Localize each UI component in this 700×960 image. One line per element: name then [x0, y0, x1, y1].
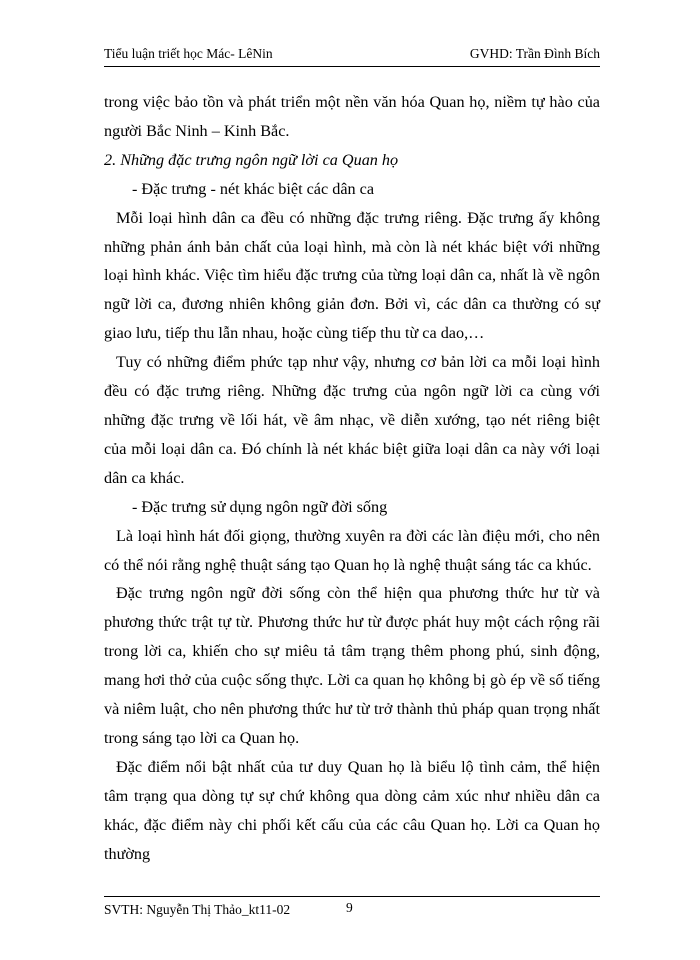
footer-divider: [104, 896, 600, 897]
header-divider: [104, 66, 600, 67]
sub-heading-difference: - Đặc trưng - nét khác biệt các dân ca: [132, 179, 375, 198]
paragraph: Đặc điểm nổi bật nhất của tư duy Quan họ là biểu lộ tình cảm, thể hiện tâm trạng qua dòng tự sự chứ không qua dòng cảm xúc như nhiều dân ca khác, đặc điểm này chi phối kết cấu của các câu Quan họ. Lời ca Quan họ thường: [104, 757, 600, 863]
page-body: [104, 88, 600, 868]
paragraph: Là loại hình hát đối giọng, thường xuyên ra đời các làn điệu mới, cho nên có thể nói rằng nghệ thuật sáng tạo Quan họ là nghệ thuật sáng tác ca khúc.: [104, 526, 600, 574]
paragraph: Mỗi loại hình dân ca đều có những đặc trưng riêng. Đặc trưng ấy không những phản ánh bản chất của loại hình, mà còn là nét khác biệt với những loại hình khác. Việc tìm hiểu đặc trưng của từng loại dân ca, nhất là về ngôn ngữ lời ca, đương nhiên không giản đơn. Bởi vì, các dân ca thường có sự giao lưu, tiếp thu lẫn nhau, hoặc cùng tiếp thu từ ca dao,…: [104, 208, 600, 343]
paragraph: Đặc trưng ngôn ngữ đời sống còn thể hiện qua phương thức hư từ và phương thức trật tự từ. Phương thức hư từ được phát huy một cách rộng rãi trong lời ca, khiến cho sự miêu tả tâm trạng thêm phong phú, sinh động, mang hơi thở của cuộc sống thực. Lời ca quan họ không bị gò ép về số tiếng và niêm luật, cho nên phương thức hư từ trở thành thủ pháp quan trọng nhất trong sáng tạo lời ca Quan họ.: [104, 584, 600, 747]
page-header: [104, 44, 600, 64]
section-heading: 2. Những đặc trưng ngôn ngữ lời ca Quan họ: [104, 150, 399, 169]
page-number: 9: [346, 900, 353, 915]
footer-student: SVTH: Nguyễn Thị Thảo_kt11-02: [104, 902, 291, 917]
header-instructor: GVHD: Trần Đình Bích: [469, 46, 600, 61]
paragraph-continuation: trong việc bảo tồn và phát triển một nền văn hóa Quan họ, niềm tự hào của người Bắc Ninh – Kinh Bắc.: [104, 93, 600, 140]
paragraph: Tuy có những điểm phức tạp như vậy, nhưng cơ bản lời ca mỗi loại hình đều có đặc trưng riêng. Những đặc trưng của ngôn ngữ lời ca cùng với những đặc trưng về lối hát, về âm nhạc, về diễn xướng, tạo nét riêng biệt của mỗi loại dân ca. Đó chính là nét khác biệt giữa loại dân ca này với loại dân ca khác.: [104, 353, 600, 487]
page-footer: [104, 900, 600, 920]
sub-heading-everyday-language: - Đặc trưng sử dụng ngôn ngữ đời sống: [132, 497, 388, 516]
header-course-title: Tiểu luận triết học Mác- LêNin: [104, 46, 273, 61]
